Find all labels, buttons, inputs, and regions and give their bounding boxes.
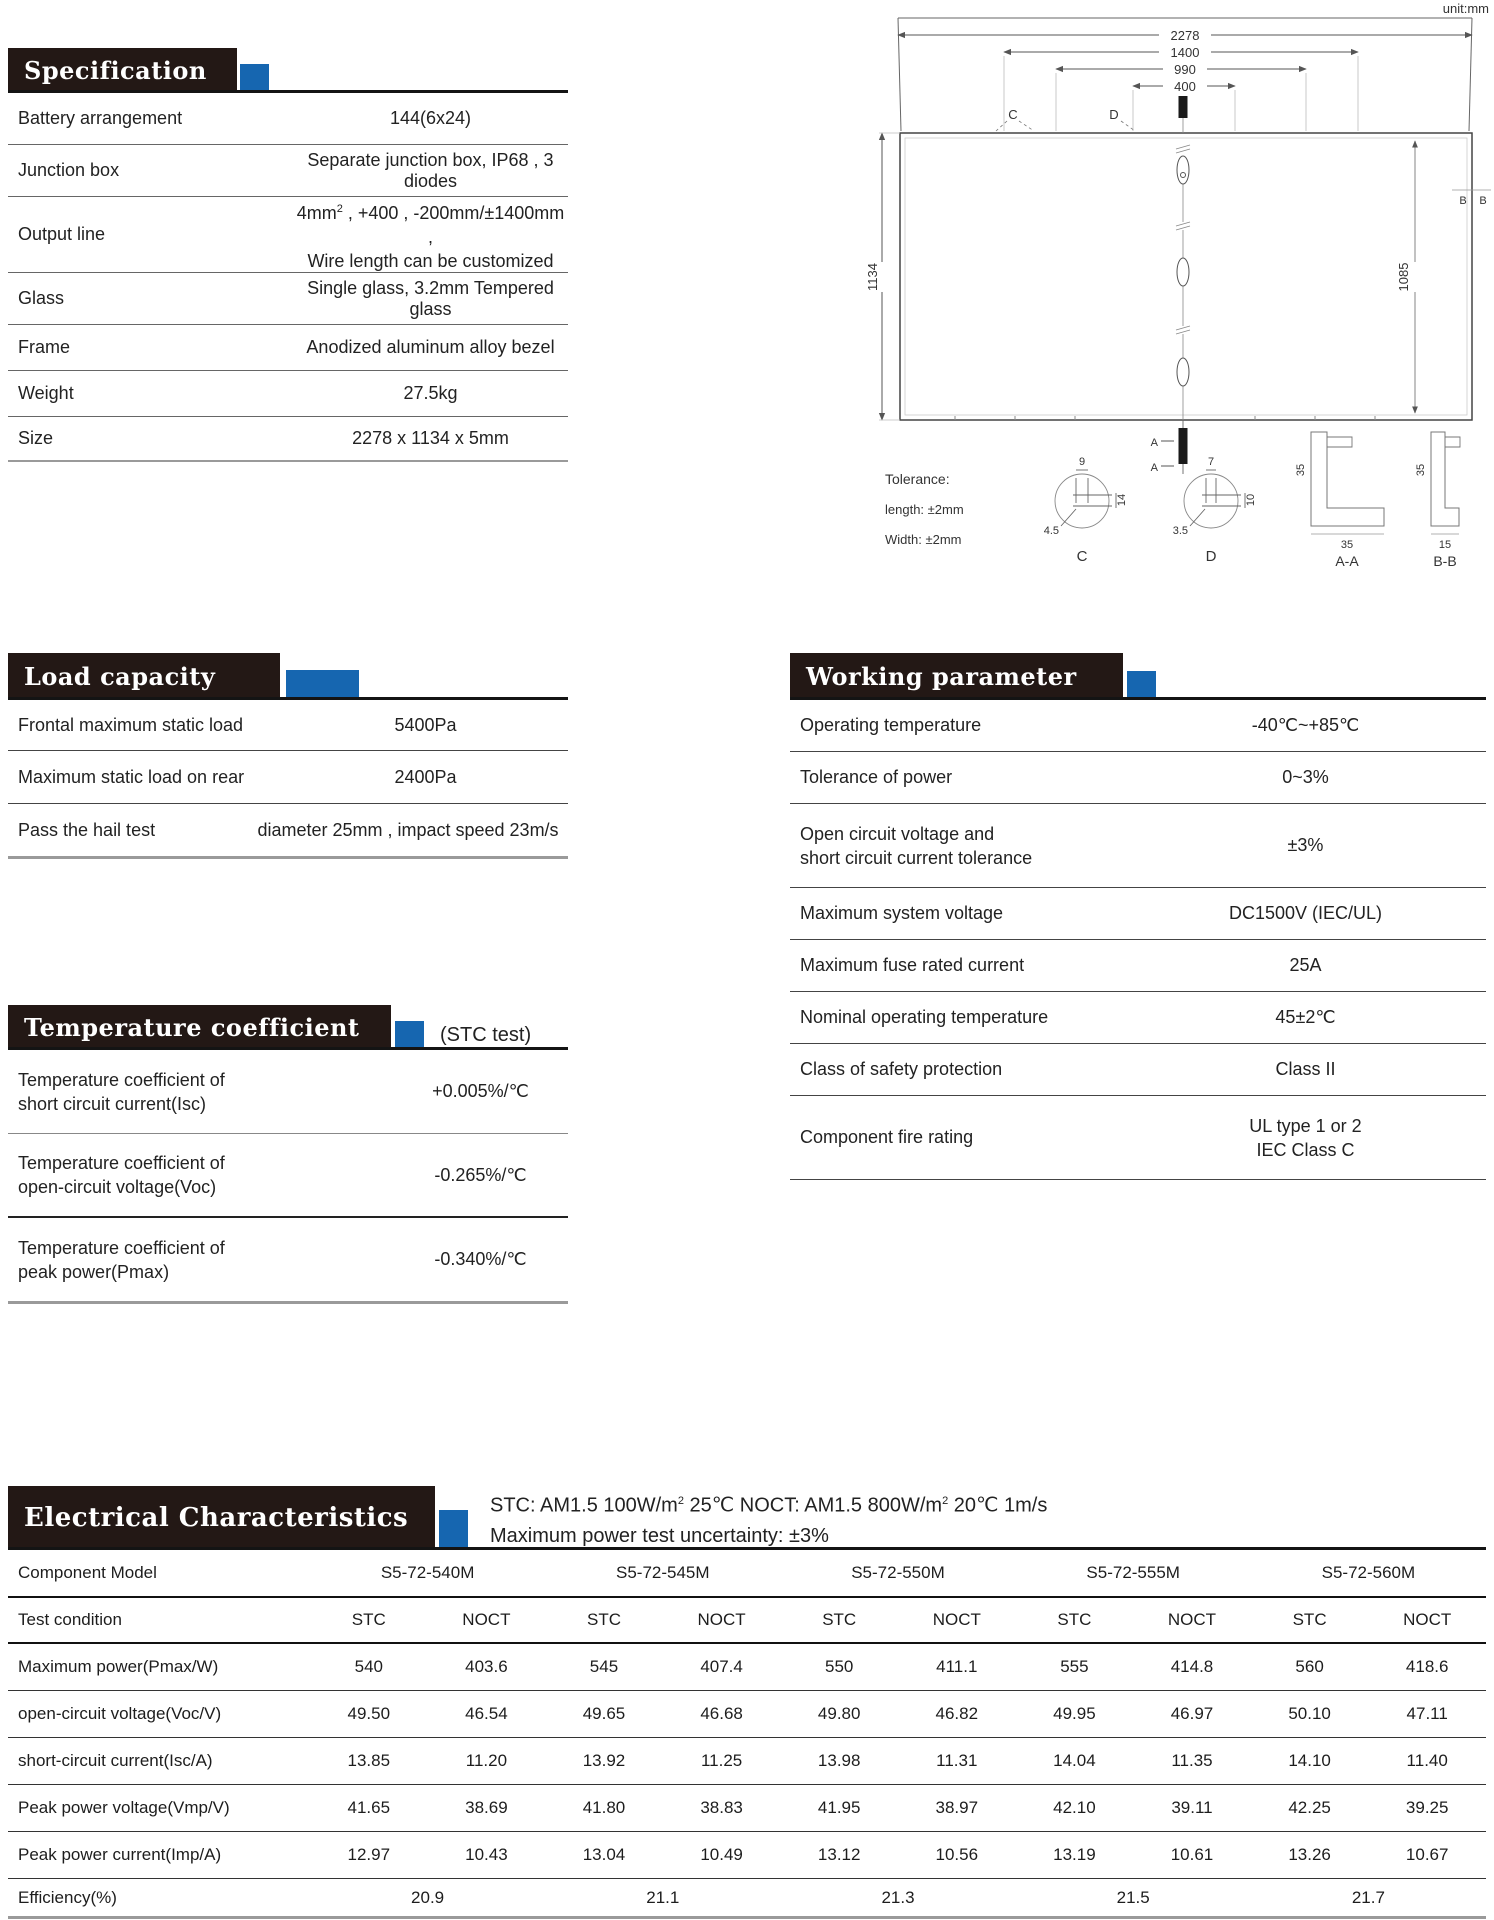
row-label: Pass the hail test [18,819,156,840]
table-cell: 540 [354,1657,383,1676]
table-cell: 403.6 [465,1657,508,1676]
table-cell: 21.5 [1116,1887,1150,1907]
note-line: STC: AM1.5 $100W/m^2$ 25℃ NOCT: AM1.5 $800W/m^2$ 20℃ 1m/s [490,1494,1048,1517]
detail-c-radius: 4.5 [1043,525,1059,537]
table-cell: 11.25 [700,1751,743,1770]
tolerance-title: Tolerance: [885,471,950,487]
table-cell: 21.3 [881,1887,915,1907]
table-row [8,93,568,145]
section-title: Specification [24,56,207,85]
value-line: Wire length can be customized [307,250,554,271]
test-condition: NOCT [1167,1610,1217,1629]
note-line: Maximum power test uncertainty: ±3% [490,1524,829,1547]
dim-2278: 2278 [1170,28,1200,43]
row-label: Weight [18,383,74,403]
table-cell: 13.92 [582,1751,626,1770]
table-cell: 14.10 [1288,1751,1331,1770]
dim-1085: 1085 [1396,262,1411,292]
table-cell: 11.31 [936,1751,978,1770]
table-cell: 407.4 [700,1657,743,1676]
table-row [790,940,1486,992]
model-name: S5-72-540M [380,1563,475,1582]
table-row [8,417,568,462]
table-row [8,1134,568,1218]
table-cell: 13.85 [347,1751,391,1770]
row-value: Separate junction box, IP68 , 3 diodes [307,149,554,191]
electrical-characteristics-header-bar [8,1486,435,1550]
dim-1400: 1400 [1170,45,1200,60]
table-cell: 10.49 [700,1845,743,1864]
table-cell: 13.98 [817,1751,861,1770]
table-cell: 418.6 [1405,1657,1449,1676]
table-cell: 41.95 [817,1798,861,1817]
row-value: UL type 1 or 2 IEC Class C [1249,1115,1362,1160]
section-title: Working parameter [806,662,1077,691]
table-cell: 42.10 [1053,1798,1096,1817]
table-row [790,888,1486,940]
row-value: Class II [1275,1059,1336,1079]
table-cell: 11.20 [465,1751,508,1770]
table-cell: 46.54 [465,1704,508,1723]
row-value: +0.005%/℃ [432,1081,529,1101]
row-label: Maximum system voltage [800,903,1004,923]
table-row [8,751,568,804]
row-label: Temperature coefficient of short circuit current(Isc) [18,1069,225,1114]
table-row [8,1218,568,1304]
section-a-ticks [1161,441,1174,466]
row-label: Efficiency(%) [18,1887,117,1907]
row-value: 2400Pa [394,766,457,787]
test-condition: NOCT [932,1610,981,1629]
data-row [8,1644,1486,1691]
detail-d [1173,456,1257,565]
row-label: Open circuit voltage and short circuit current tolerance [800,823,1033,868]
working-parameter-table [790,700,1486,1180]
table-row [8,273,568,325]
row-value: 2278 x 1134 x 5mm [352,428,509,448]
row-label: Temperature coefficient of open-circuit voltage(Voc) [18,1153,225,1197]
table-cell: 38.69 [465,1798,508,1817]
table-cell: 10.61 [1170,1845,1214,1864]
accent-square [286,670,359,700]
test-condition: NOCT [1403,1610,1452,1629]
table-row [8,145,568,197]
row-label: Size [18,428,54,448]
test-conditions-note [490,1486,1047,1551]
efficiency-row [8,1879,1486,1919]
table-cell: 13.04 [582,1845,626,1864]
row-value: Anodized aluminum alloy bezel [306,337,555,357]
detail-c-name: C [1076,548,1088,565]
temperature-coefficient-table [8,1050,568,1304]
row-label: Battery arrangement [18,108,183,128]
model-name: S5-72-555M [1086,1563,1180,1582]
table-cell: 49.80 [817,1704,861,1723]
table-cell: 10.56 [935,1845,979,1864]
row-label: Maximum power(Pmax/W) [18,1657,219,1676]
row-value: 25A [1289,955,1322,975]
accent-square [240,64,269,93]
panel-inner-frame [905,138,1467,415]
table-cell: 560 [1295,1657,1324,1676]
section-aa-name: A-A [1335,553,1359,569]
section-aa-height: 35 [1295,463,1307,477]
table-cell: 21.7 [1351,1887,1385,1907]
callout-d: D [1109,107,1119,122]
electrical-characteristics-table [8,1550,1486,1919]
temperature-coefficient-header-bar [8,1005,391,1050]
tolerance-length: length: ±2mm [885,502,964,517]
test-condition: NOCT [462,1610,511,1629]
row-value: DC1500V (IEC/UL) [1228,903,1383,923]
accent-square [395,1021,424,1050]
table-row [8,197,568,273]
tolerance-width: Width: ±2mm [885,532,962,547]
row-label: Tolerance of power [800,767,953,787]
test-condition: STC [1057,1610,1092,1629]
row-value: ±3% [1287,835,1324,855]
test-condition-row [8,1598,1486,1644]
table-cell: 49.65 [582,1704,626,1723]
section-b-label: B [1479,195,1487,207]
row-label: Peak power voltage(Vmp/V) [18,1798,230,1817]
table-cell: 545 [589,1657,619,1676]
data-row [8,1832,1486,1879]
table-row [790,1096,1486,1180]
detail-c-width: 9 [1078,456,1086,468]
table-cell: 411.1 [936,1657,978,1676]
section-bb-width: 15 [1438,539,1452,551]
test-condition: STC [822,1610,857,1629]
table-cell: 38.97 [935,1798,979,1817]
table-cell: 11.40 [1406,1751,1448,1770]
table-cell: 550 [825,1657,854,1676]
accent-square [1127,671,1156,700]
section-title: Load capacity [24,662,216,691]
callout-leaders [996,121,1135,131]
panel-dimension-drawing [715,0,1494,575]
section-bb-name: B-B [1433,553,1457,569]
table-cell: 39.25 [1405,1798,1449,1817]
table-cell: 555 [1060,1657,1089,1676]
data-row [8,1738,1486,1785]
row-label: short-circuit current(Isc/A) [18,1751,213,1770]
data-row [8,1691,1486,1738]
row-label: Frontal maximum static load [18,714,244,735]
table-row [790,804,1486,888]
table-cell: 46.97 [1170,1704,1214,1723]
row-value: diameter 25mm , impact speed 23m/s [257,819,559,840]
row-value: 45±2℃ [1275,1007,1336,1027]
detail-c-height: 14 [1116,493,1128,507]
value-line: $4mm^2$ , +400 , -200mm/±1400mm , [296,202,565,247]
section-aa-profile [1295,432,1384,569]
row-value: -0.340%/℃ [434,1249,527,1269]
detail-d-radius: 3.5 [1172,525,1188,537]
section-title: Temperature coefficient [24,1013,360,1042]
row-label: open-circuit voltage(Voc/V) [18,1704,222,1723]
table-cell: 13.12 [817,1845,861,1864]
model-name: S5-72-560M [1321,1563,1416,1582]
stc-test-label: (STC test) [440,1024,532,1046]
working-parameter-header-bar [790,653,1123,700]
test-condition: STC [1292,1610,1327,1629]
row-label: Output line [18,224,106,244]
model-row [8,1550,1486,1598]
table-cell: 46.82 [935,1704,979,1723]
row-label: Maximum fuse rated current [800,955,1025,975]
specification-header-bar [8,48,237,93]
section-bb-height: 35 [1415,463,1427,477]
detail-d-name: D [1205,548,1217,565]
table-cell: 14.04 [1053,1751,1096,1770]
table-row [790,992,1486,1044]
load-capacity-table [8,700,568,859]
table-row [8,700,568,751]
dim-400: 400 [1174,79,1196,94]
table-cell: 41.65 [347,1798,391,1817]
table-cell: 20.9 [411,1887,445,1907]
row-value: -0.265%/℃ [434,1164,527,1185]
section-title: Electrical Characteristics [24,1503,409,1533]
detail-d-height: 10 [1245,493,1257,507]
row-value: 0~3% [1282,767,1329,787]
table-cell: 10.43 [465,1845,508,1864]
grounding-hole [1179,428,1188,464]
row-label: Component fire rating [800,1127,974,1147]
detail-d-width: 7 [1207,456,1215,468]
model-name: S5-72-550M [851,1563,945,1582]
dim-990: 990 [1174,62,1196,77]
row-label: Operating temperature [800,715,982,735]
load-capacity-header-bar [8,653,280,700]
junction-box [1179,96,1188,118]
table-cell: 13.26 [1288,1845,1331,1864]
callout-c: C [1008,107,1018,122]
table-cell: 13.19 [1053,1845,1096,1864]
row-label: Test condition [18,1610,122,1629]
table-row [8,804,568,859]
test-condition: STC [351,1610,386,1629]
unit-label: unit:mm [1442,1,1489,16]
table-row [790,1044,1486,1096]
row-label: Peak power current(Imp/A) [18,1845,222,1864]
row-label: Temperature coefficient of peak power(Pmax) [18,1237,225,1282]
table-row [790,700,1486,752]
section-aa-width: 35 [1340,539,1354,551]
table-cell: 10.67 [1405,1845,1449,1864]
dim-1134: 1134 [865,263,880,291]
table-cell: 49.95 [1053,1704,1096,1723]
table-cell: 414.8 [1170,1657,1214,1676]
detail-c [1044,456,1128,565]
table-cell: 49.50 [347,1704,391,1723]
row-value: Single glass, 3.2mm Tempered glass [307,277,554,319]
section-a-label: A [1150,462,1158,474]
table-cell: 46.68 [700,1704,743,1723]
table-cell: 47.11 [1406,1704,1448,1723]
table-cell: 38.83 [700,1798,743,1817]
accent-square [439,1510,468,1550]
row-label: Class of safety protection [800,1059,1003,1079]
row-label: Junction box [18,160,120,180]
panel-outline [900,133,1472,420]
section-bb-profile [1415,432,1460,569]
technical-drawing [715,0,1494,575]
test-condition: NOCT [697,1610,746,1629]
table-cell: 50.10 [1288,1704,1331,1723]
specification-table [8,93,568,462]
row-label: Glass [18,288,65,308]
table-cell: 12.97 [347,1845,391,1864]
section-b-label: B [1459,195,1467,207]
data-row [8,1785,1486,1832]
row-label: Maximum static load on rear [18,766,245,787]
table-row [790,752,1486,804]
row-value [293,197,568,273]
row-value: 144(6x24) [389,108,472,128]
row-label: Component Model [18,1563,157,1582]
table-cell: 39.11 [1171,1798,1213,1817]
section-a-label: A [1150,437,1158,449]
row-value: 27.5kg [403,383,458,403]
row-label: Frame [18,337,71,357]
table-row [8,325,568,371]
table-cell: 21.1 [646,1887,680,1907]
row-value: -40℃~+85℃ [1251,715,1360,735]
row-value: 5400Pa [394,714,457,735]
model-name: S5-72-545M [616,1563,710,1582]
row-label: Nominal operating temperature [800,1007,1049,1027]
table-row [8,371,568,417]
table-row [8,1050,568,1134]
table-cell: 41.80 [582,1798,626,1817]
test-condition: STC [586,1610,621,1629]
table-cell: 42.25 [1288,1798,1331,1817]
table-cell: 11.35 [1171,1751,1213,1770]
